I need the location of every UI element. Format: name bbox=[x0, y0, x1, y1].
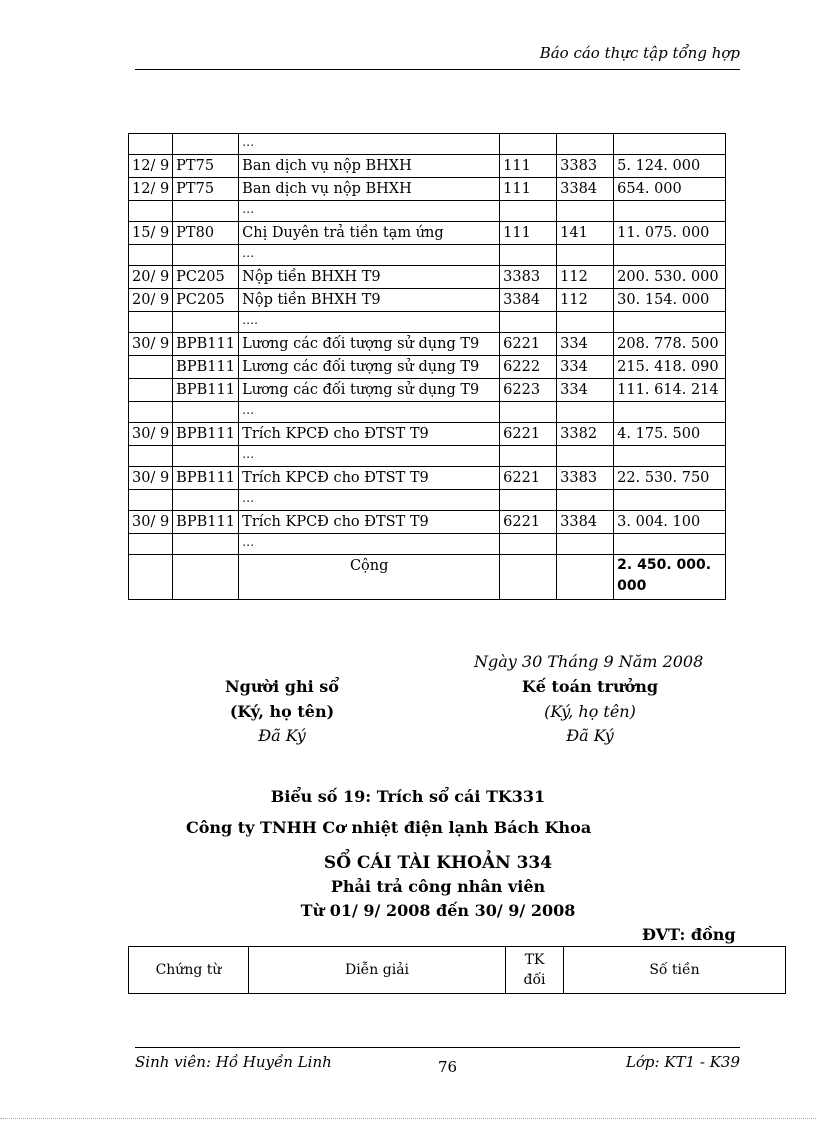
voucher-cell bbox=[173, 490, 239, 511]
col-header-amount: Số tiền bbox=[564, 947, 786, 994]
voucher-cell bbox=[173, 201, 239, 222]
credit-account-cell bbox=[557, 402, 614, 423]
credit-account-cell bbox=[557, 134, 614, 155]
date-cell: 30/ 9 bbox=[129, 467, 173, 490]
voucher-cell: BPB111 bbox=[173, 379, 239, 402]
total-label: Cộng bbox=[239, 555, 500, 600]
debit-account-cell: 111 bbox=[500, 222, 557, 245]
debit-account-cell bbox=[500, 201, 557, 222]
total-cell-empty bbox=[129, 555, 173, 600]
debit-account-cell bbox=[500, 245, 557, 266]
credit-account-cell bbox=[557, 245, 614, 266]
debit-account-cell bbox=[500, 312, 557, 333]
amount-cell: 3. 004. 100 bbox=[614, 511, 726, 534]
credit-account-cell: 3383 bbox=[557, 467, 614, 490]
table-row bbox=[129, 222, 726, 245]
date-cell bbox=[129, 356, 173, 379]
exhibit-title: Biểu số 19: Trích sổ cái TK331 bbox=[270, 787, 546, 806]
description-cell: Trích KPCĐ cho ĐTST T9 bbox=[239, 423, 500, 446]
footer-rule bbox=[135, 1047, 740, 1048]
voucher-cell bbox=[173, 134, 239, 155]
debit-account-cell bbox=[500, 490, 557, 511]
col-header-voucher: Chứng từ bbox=[129, 947, 249, 994]
debit-account-cell: 111 bbox=[500, 178, 557, 201]
debit-account-cell: 6223 bbox=[500, 379, 557, 402]
date-cell bbox=[129, 245, 173, 266]
total-cell-empty bbox=[173, 555, 239, 600]
journal-table bbox=[128, 133, 726, 600]
debit-account-cell: 6221 bbox=[500, 511, 557, 534]
credit-account-cell bbox=[557, 534, 614, 555]
signer-right-signed: Đã Ký bbox=[566, 726, 614, 745]
signature-date: Ngày 30 Tháng 9 Năm 2008 bbox=[474, 652, 704, 671]
amount-cell bbox=[614, 201, 726, 222]
ledger-subtitle: Phải trả công nhân viên bbox=[330, 877, 546, 896]
signer-right-title: Kế toán trưởng bbox=[521, 677, 659, 696]
voucher-cell bbox=[173, 534, 239, 555]
debit-account-cell bbox=[500, 402, 557, 423]
description-cell: … bbox=[239, 134, 500, 155]
date-cell bbox=[129, 534, 173, 555]
amount-cell bbox=[614, 312, 726, 333]
footer-page-number: 76 bbox=[438, 1058, 458, 1076]
date-cell: 12/ 9 bbox=[129, 155, 173, 178]
description-cell: … bbox=[239, 534, 500, 555]
footer-class: Lớp: KT1 - K39 bbox=[625, 1053, 740, 1071]
page-header-title: Báo cáo thực tập tổng hợp bbox=[539, 44, 740, 62]
voucher-cell: PC205 bbox=[173, 266, 239, 289]
amount-cell: 11. 075. 000 bbox=[614, 222, 726, 245]
ellipsis-row bbox=[129, 245, 726, 266]
credit-account-cell: 3384 bbox=[557, 511, 614, 534]
voucher-cell: PC205 bbox=[173, 289, 239, 312]
date-cell: 30/ 9 bbox=[129, 423, 173, 446]
header-rule bbox=[135, 69, 740, 70]
debit-account-cell bbox=[500, 446, 557, 467]
ledger-period: Từ 01/ 9/ 2008 đến 30/ 9/ 2008 bbox=[300, 901, 576, 920]
date-cell: 20/ 9 bbox=[129, 289, 173, 312]
credit-account-cell: 141 bbox=[557, 222, 614, 245]
debit-account-cell: 6221 bbox=[500, 333, 557, 356]
description-cell: Nộp tiền BHXH T9 bbox=[239, 266, 500, 289]
date-cell bbox=[129, 490, 173, 511]
date-cell bbox=[129, 402, 173, 423]
table-row bbox=[129, 379, 726, 402]
company-name: Công ty TNHH Cơ nhiệt điện lạnh Bách Khoa bbox=[186, 818, 592, 837]
table-row bbox=[129, 266, 726, 289]
ellipsis-row bbox=[129, 446, 726, 467]
description-cell: … bbox=[239, 201, 500, 222]
table-row bbox=[129, 178, 726, 201]
description-cell: … bbox=[239, 490, 500, 511]
date-cell: 12/ 9 bbox=[129, 178, 173, 201]
amount-cell: 4. 175. 500 bbox=[614, 423, 726, 446]
amount-cell: 215. 418. 090 bbox=[614, 356, 726, 379]
date-cell: 30/ 9 bbox=[129, 511, 173, 534]
debit-account-cell bbox=[500, 134, 557, 155]
amount-cell bbox=[614, 446, 726, 467]
ellipsis-row bbox=[129, 534, 726, 555]
date-cell: 15/ 9 bbox=[129, 222, 173, 245]
amount-cell: 5. 124. 000 bbox=[614, 155, 726, 178]
description-cell: Nộp tiền BHXH T9 bbox=[239, 289, 500, 312]
credit-account-cell: 3384 bbox=[557, 178, 614, 201]
credit-account-cell: 112 bbox=[557, 266, 614, 289]
description-cell: Trích KPCĐ cho ĐTST T9 bbox=[239, 511, 500, 534]
amount-cell bbox=[614, 134, 726, 155]
description-cell: Lương các đối tượng sử dụng T9 bbox=[239, 333, 500, 356]
debit-account-cell: 3384 bbox=[500, 289, 557, 312]
ledger-title: SỔ CÁI TÀI KHOẢN 334 bbox=[323, 853, 553, 873]
total-cell-empty bbox=[557, 555, 614, 600]
amount-cell: 30. 154. 000 bbox=[614, 289, 726, 312]
total-row bbox=[129, 555, 726, 600]
amount-cell bbox=[614, 490, 726, 511]
voucher-cell: PT75 bbox=[173, 178, 239, 201]
date-cell bbox=[129, 446, 173, 467]
description-cell: … bbox=[239, 446, 500, 467]
col-header-description: Diễn giải bbox=[249, 947, 506, 994]
voucher-cell: BPB111 bbox=[173, 511, 239, 534]
voucher-cell: BPB111 bbox=[173, 467, 239, 490]
credit-account-cell: 334 bbox=[557, 356, 614, 379]
credit-account-cell bbox=[557, 446, 614, 467]
voucher-cell: BPB111 bbox=[173, 333, 239, 356]
table-row bbox=[129, 289, 726, 312]
amount-cell bbox=[614, 245, 726, 266]
date-cell bbox=[129, 134, 173, 155]
credit-account-cell bbox=[557, 490, 614, 511]
description-cell: …. bbox=[239, 312, 500, 333]
page-bottom-dotted-rule bbox=[0, 1118, 816, 1119]
signer-left-signed: Đã Ký bbox=[258, 726, 306, 745]
description-cell: Trích KPCĐ cho ĐTST T9 bbox=[239, 467, 500, 490]
ellipsis-row bbox=[129, 402, 726, 423]
voucher-cell: BPB111 bbox=[173, 356, 239, 379]
col-header-contra-account bbox=[506, 947, 564, 994]
credit-account-cell: 3382 bbox=[557, 423, 614, 446]
credit-account-cell: 334 bbox=[557, 333, 614, 356]
table-row bbox=[129, 356, 726, 379]
voucher-cell bbox=[173, 312, 239, 333]
signer-left-title: Người ghi sổ bbox=[225, 677, 339, 696]
col-header-contra-line1: TK bbox=[524, 952, 545, 968]
unit-label: ĐVT: đồng bbox=[642, 925, 736, 944]
debit-account-cell: 111 bbox=[500, 155, 557, 178]
voucher-cell bbox=[173, 402, 239, 423]
date-cell bbox=[129, 312, 173, 333]
ellipsis-row bbox=[129, 312, 726, 333]
debit-account-cell: 6222 bbox=[500, 356, 557, 379]
amount-cell: 654. 000 bbox=[614, 178, 726, 201]
amount-cell: 111. 614. 214 bbox=[614, 379, 726, 402]
description-cell: … bbox=[239, 245, 500, 266]
date-cell: 20/ 9 bbox=[129, 266, 173, 289]
description-cell: Chị Duyên trả tiền tạm ứng bbox=[239, 222, 500, 245]
voucher-cell: PT75 bbox=[173, 155, 239, 178]
amount-cell: 22. 530. 750 bbox=[614, 467, 726, 490]
voucher-cell: BPB111 bbox=[173, 423, 239, 446]
ellipsis-row bbox=[129, 134, 726, 155]
journal-table-body bbox=[129, 134, 726, 555]
debit-account-cell: 3383 bbox=[500, 266, 557, 289]
table-row bbox=[129, 155, 726, 178]
table-row bbox=[129, 511, 726, 534]
table-row bbox=[129, 333, 726, 356]
table-row bbox=[129, 423, 726, 446]
credit-account-cell bbox=[557, 312, 614, 333]
description-cell: Lương các đối tượng sử dụng T9 bbox=[239, 356, 500, 379]
footer-student: Sinh viên: Hồ Huyền Linh bbox=[135, 1053, 332, 1071]
date-cell bbox=[129, 379, 173, 402]
ledger-334-header-row bbox=[129, 947, 786, 994]
description-cell: Lương các đối tượng sử dụng T9 bbox=[239, 379, 500, 402]
date-cell: 30/ 9 bbox=[129, 333, 173, 356]
description-cell: … bbox=[239, 402, 500, 423]
col-header-contra-line2: đối bbox=[523, 972, 546, 988]
credit-account-cell bbox=[557, 201, 614, 222]
voucher-cell bbox=[173, 446, 239, 467]
ellipsis-row bbox=[129, 201, 726, 222]
ellipsis-row bbox=[129, 490, 726, 511]
credit-account-cell: 334 bbox=[557, 379, 614, 402]
amount-cell bbox=[614, 402, 726, 423]
credit-account-cell: 112 bbox=[557, 289, 614, 312]
amount-cell bbox=[614, 534, 726, 555]
ledger-334-table bbox=[128, 946, 786, 994]
signer-left-subtitle: (Ký, họ tên) bbox=[229, 702, 335, 721]
debit-account-cell: 6221 bbox=[500, 423, 557, 446]
total-cell-empty bbox=[500, 555, 557, 600]
signer-right-subtitle: (Ký, họ tên) bbox=[544, 702, 636, 721]
description-cell: Ban dịch vụ nộp BHXH bbox=[239, 178, 500, 201]
debit-account-cell bbox=[500, 534, 557, 555]
description-cell: Ban dịch vụ nộp BHXH bbox=[239, 155, 500, 178]
debit-account-cell: 6221 bbox=[500, 467, 557, 490]
table-row bbox=[129, 467, 726, 490]
credit-account-cell: 3383 bbox=[557, 155, 614, 178]
voucher-cell: PT80 bbox=[173, 222, 239, 245]
amount-cell: 200. 530. 000 bbox=[614, 266, 726, 289]
voucher-cell bbox=[173, 245, 239, 266]
amount-cell: 208. 778. 500 bbox=[614, 333, 726, 356]
total-value: 2. 450. 000. 000 bbox=[614, 555, 726, 600]
date-cell bbox=[129, 201, 173, 222]
